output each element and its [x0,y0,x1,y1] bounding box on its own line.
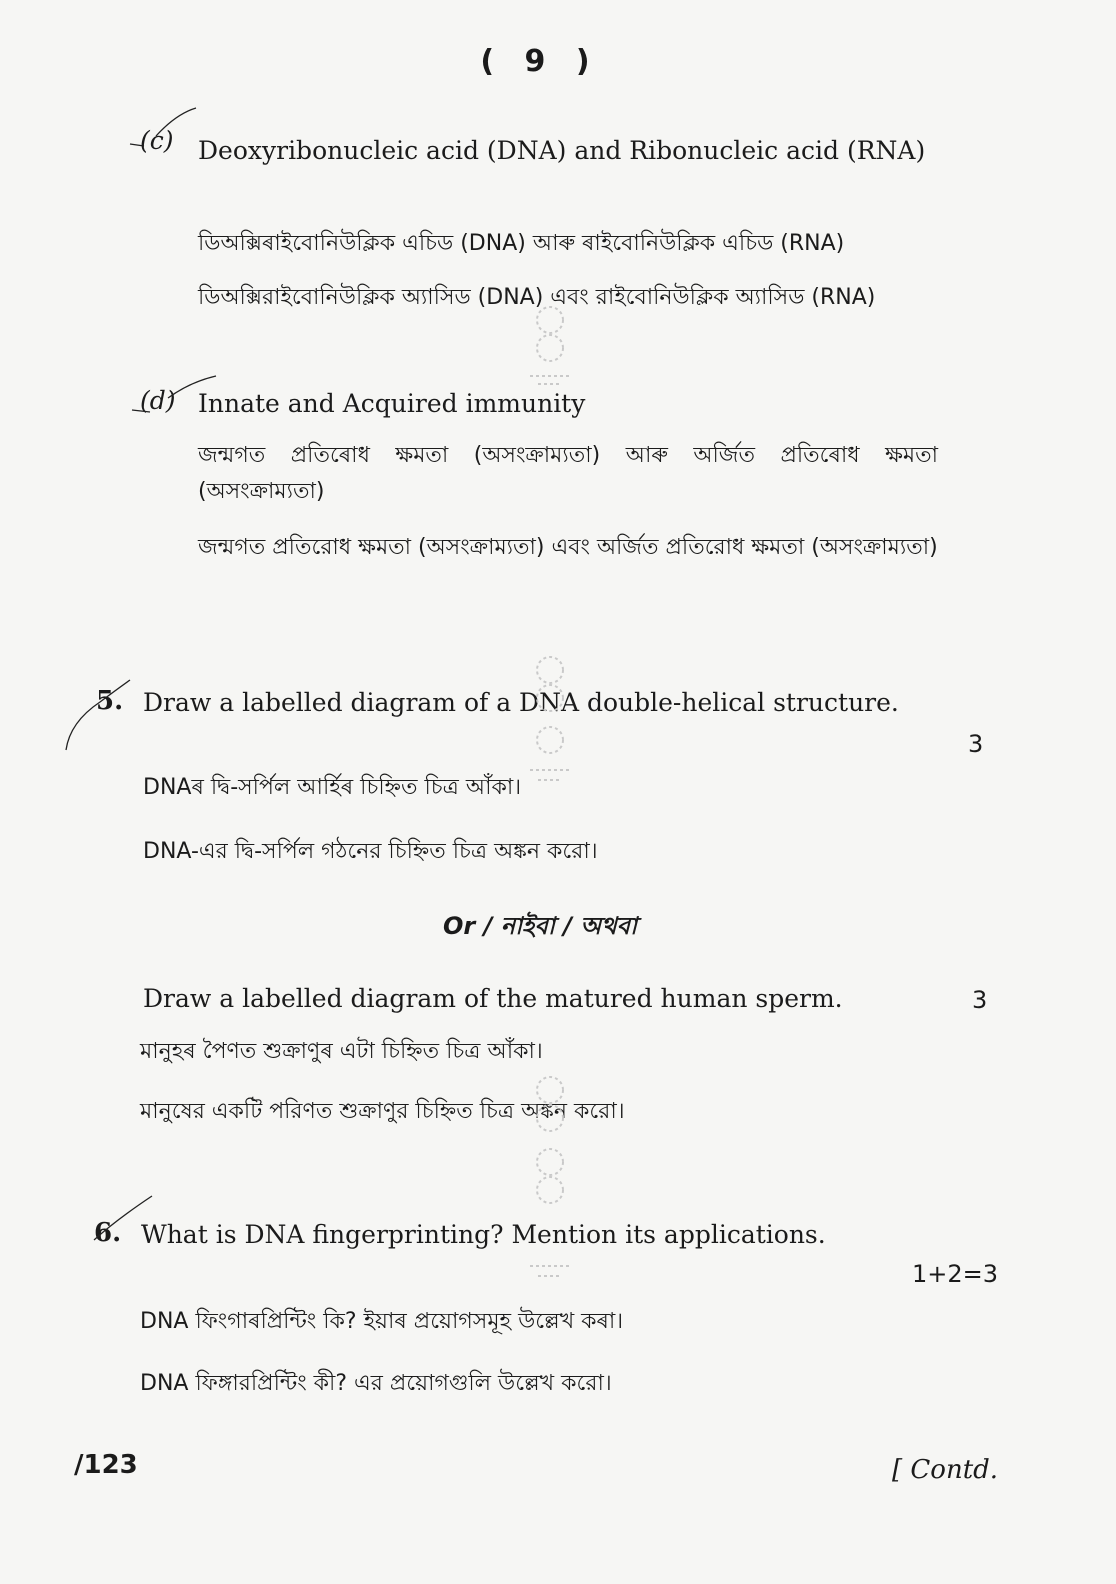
question-6-number: 6. [94,1218,122,1248]
question-d-label: (d) [140,386,176,415]
question-5-bengali: DNA-এর দ্বি-সর্পিল গঠনের চিহ্নিত চিত্র অঙ্কন করো। [143,839,598,864]
question-5-assamese: DNAৰ দ্বি-সৰ্পিল আৰ্হিৰ চিহ্নিত চিত্ৰ আঁকা। [143,775,522,800]
question-6-marks: 1+2=3 [912,1260,999,1288]
tick-mark-c [126,106,206,156]
question-d-english: Innate and Acquired immunity [198,389,586,418]
question-c-assamese: ডিঅক্সিৰাইবোনিউক্লিক এচিড (DNA) আৰু ৰাইবোনিউক্লিক এচিড (RNA) [198,231,845,256]
show-through-mark [520,300,580,390]
question-6-english: What is DNA fingerprinting? Mention its applications. [141,1220,826,1249]
page-number: ( 9 ) [480,44,600,79]
or-separator: Or / নাইবা / অথবা [443,912,637,940]
question-d-assamese: জন্মগত প্ৰতিৰোধ ক্ষমতা (অসংক্ৰাম্যতা) আৰু অৰ্জিত প্ৰতিৰোধ ক্ষমতা (অসংক্ৰাম্যতা) [198,443,938,504]
question-c-bengali: ডিঅক্সিরাইবোনিউক্লিক অ্যাসিড (DNA) এবং রাইবোনিউক্লিক অ্যাসিড (RNA) [198,285,876,310]
continued-note: [ Contd. [892,1455,999,1485]
show-through-mark [520,650,580,800]
question-6-assamese: DNA ফিংগাৰপ্ৰিন্টিং কি? ইয়াৰ প্ৰয়োগসমূহ উল্লেখ কৰা। [140,1309,624,1334]
question-c-english: Deoxyribonucleic acid (DNA) and Ribonucleic acid (RNA) [198,136,926,165]
question-d-bengali: জন্মগত প্রতিরোধ ক্ষমতা (অসংক্রাম্যতা) এবং অর্জিত প্রতিরোধ ক্ষমতা (অসংক্রাম্যতা) [198,535,938,560]
tick-mark-5 [60,672,140,762]
question-6-bengali: DNA ফিঙ্গারপ্রিন্টিং কী? এর প্রয়োগগুলি উল্লেখ করো। [140,1371,612,1396]
show-through-mark [520,1070,580,1290]
paper-code: /123 [74,1450,138,1480]
question-5-english: Draw a labelled diagram of a DNA double-helical structure. [143,688,899,717]
question-5-alt-marks: 3 [972,986,988,1014]
question-5-alt-assamese: মানুহৰ পৈণত শুক্ৰাণুৰ এটা চিহ্নিত চিত্ৰ আঁকা। [140,1039,543,1064]
question-5-alt-english: Draw a labelled diagram of the matured human sperm. [143,984,843,1013]
question-c-label: (c) [140,126,174,155]
question-5-marks: 3 [968,730,984,758]
question-5-number: 5. [96,686,124,716]
question-5-alt-bengali: মানুষের একটি পরিণত শুক্রাণুর চিহ্নিত চিত্র অঙ্কন করো। [140,1099,625,1124]
